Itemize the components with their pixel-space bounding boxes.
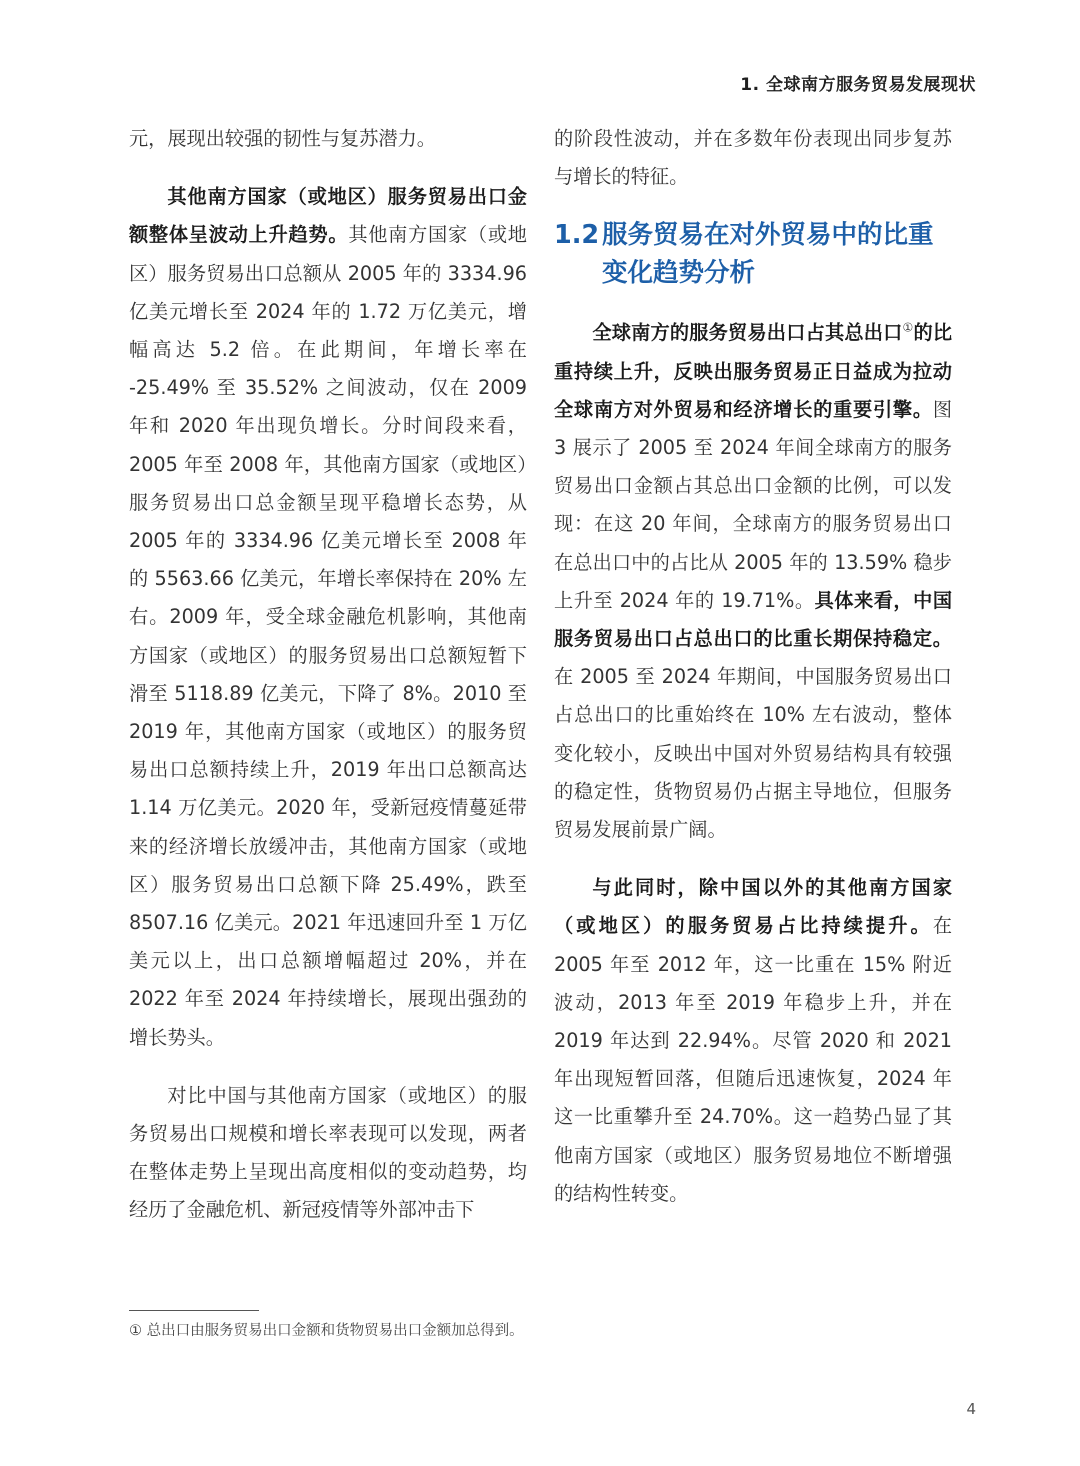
right-column: [554, 120, 952, 1233]
section-title: 服务贸易在对外贸易中的比重变化趋势分析: [602, 220, 934, 289]
paragraph-global-south-share: [554, 314, 952, 849]
left-column: [129, 120, 527, 1250]
footnote-marker[interactable]: ①: [902, 321, 914, 336]
paragraph-comparison: 对比中国与其他南方国家（或地区）的服务贸易出口规模和增长率表现可以发现，两者在整体走势上呈现出高度相似的变动趋势，均经历了金融危机、新冠疫情等外部冲击下: [129, 1083, 527, 1222]
bold-lead: 与此同时，除中国以外的其他南方国家（或地区）的服务贸易占比持续提升。: [554, 876, 952, 938]
bold-lead: 全球南方的服务贸易出口占其总出口: [592, 321, 903, 345]
paragraph-body: 图 3 展示了 2005 至 2024 年间全球南方的服务贸易出口金额占其总出口金额的比例，可以发现：在这 20 年间，全球南方的服务贸易出口在总出口中的占比从 2005 年的 13.59% 稳步上升至 2024 年的 19.71%。: [554, 397, 952, 612]
bold-lead: 其他南方国家（或地区）服务贸易出口金额整体呈波动上升趋势。: [129, 185, 527, 247]
footnote-divider: [129, 1310, 259, 1311]
paragraph-continuation: 元，展现出较强的韧性与复苏潜力。: [129, 127, 436, 150]
page-number: 4: [966, 1400, 976, 1418]
section-number: 1.2: [554, 220, 600, 251]
paragraph-body-cont: 在 2005 至 2024 年期间，中国服务贸易出口占总出口的比重始终在 10% 左右波动，整体变化较小，反映出中国对外贸易结构具有较强的稳定性，货物贸易仍占据主导地位，但服务贸易发展前景广阔。: [554, 665, 952, 842]
paragraph-body: 在 2005 年至 2012 年，这一比重在 15% 附近波动，2013 年至 2019 年稳步上升，并在 2019 年达到 22.94%。尽管 2020 和 2021 年出现短暂回落，但随后迅速恢复，2024 年这一比重攀升至 24.70%。这一趋势凸显了其他南方国家（或地区）服务贸易地位不断增强的结构性转变。: [554, 914, 952, 1205]
paragraph-continuation: 的阶段性波动，并在多数年份表现出同步复苏与增长的特征。: [554, 127, 952, 189]
running-header: 1. 全球南方服务贸易发展现状: [740, 75, 976, 95]
footnote: ① 总出口由服务贸易出口金额和货物贸易出口金额加总得到。: [129, 1323, 524, 1339]
paragraph-other-south-share: [554, 869, 952, 1213]
bold-lead-cont: 的比重持续上升，反映出服务贸易正日益成为拉动全球南方对外贸易和经济增长的重要引擎。: [554, 321, 953, 421]
paragraph-body: 其他南方国家（或地区）服务贸易出口总额从 2005 年的 3334.96 亿美元增长至 2024 年的 1.72 万亿美元，增幅高达 5.2 倍。在此期间，年增长率在 -25.49% 至 35.52% 之间波动，仅在 2009 年和 2020 年出现负增长。分时间段来看，2005 年至 2008 年，其他南方国家（或地区）服务贸易出口总金额呈现平稳增长态势，从 2005 年的 3334.96 亿美元增长至 2008 年的 5563.66 亿美元，年增长率保持在 20% 左右。2009 年，受全球金融危机影响，其他南方国家（或地区）的服务贸易出口总额短暂下滑至 5118.89 亿美元，下降了 8%。2010 至 2019 年，其他南方国家（或地区）的服务贸易出口总额持续上升，2019 年出口总额高达 1.14 万亿美元。2020 年，受新冠疫情蔓延带来的经济增长放缓冲击，其他南方国家（或地区）服务贸易出口总额下降 25.49%，跌至 8507.16 亿美元。2021 年迅速回升至 1 万亿美元以上，出口总额增幅超过 20%，并在 2022 年至 2024 年持续增长，展现出强劲的增长势头。: [129, 223, 527, 1049]
paragraph-other-south-exports: [129, 178, 527, 1057]
bold-china-stable: 具体来看，中国服务贸易出口占总出口的比重长期保持稳定。: [554, 588, 953, 651]
section-heading: [554, 216, 952, 292]
